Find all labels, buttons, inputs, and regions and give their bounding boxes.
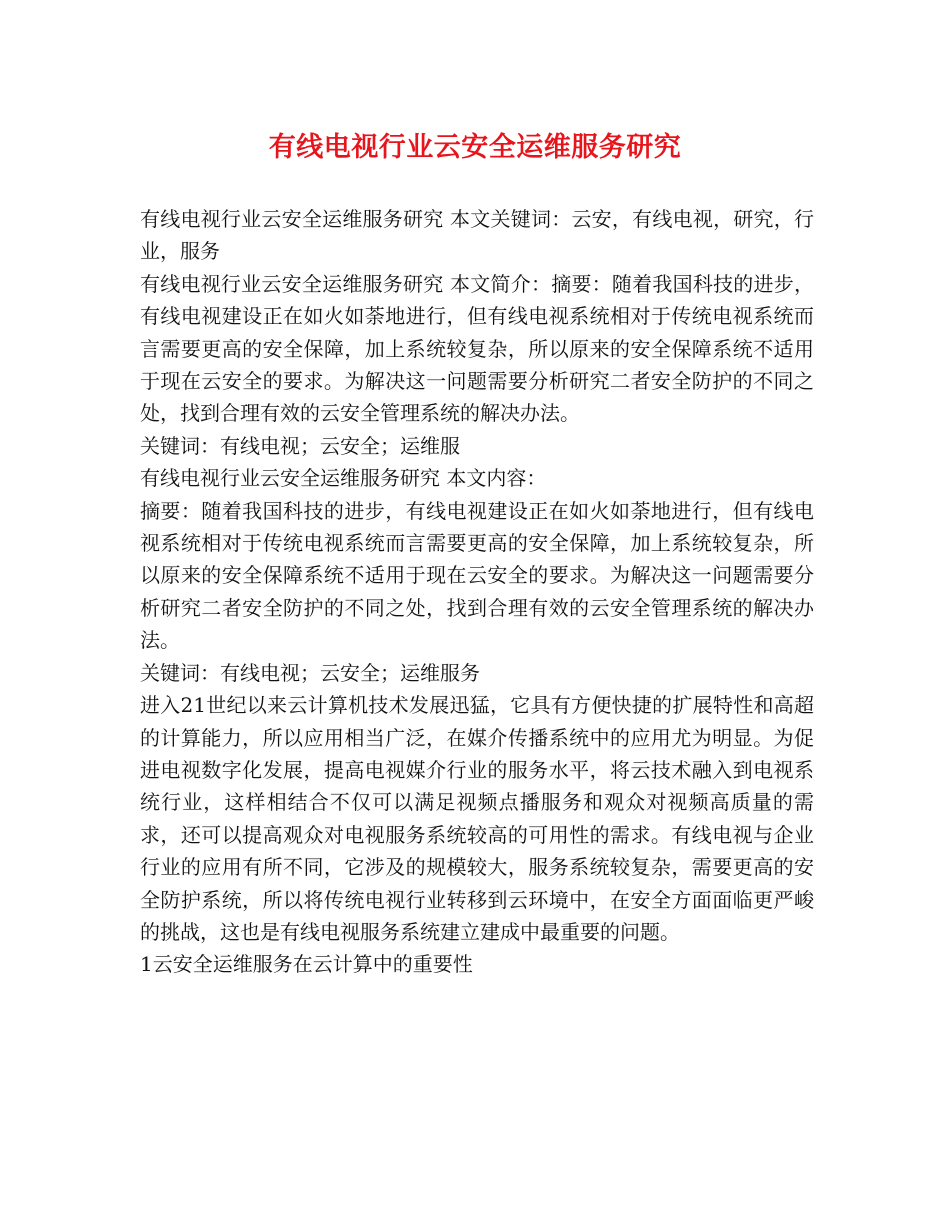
summary-paragraph: 有线电视行业云安全运维服务研究 本文简介：摘要：随着我国科技的进步，有线电视建设正在如火如荼地进行，但有线电视系统相对于传统电视系统而言需要更高的安全保障，加上系统较复杂，所以原来的安全保障系统不适用于现在云安全的要求。为解决这一问题需要分析研究二者安全防护的不同之处，找到合理有效的云安全管理系统的解决办法。	[140, 271, 814, 426]
keywords-short-line: 关键词：有线电视；云安全；运维服	[140, 433, 460, 458]
intro-paragraph: 进入21世纪以来云计算机技术发展迅猛，它具有方便快捷的扩展特性和高超的计算能力，所以应用相当广泛，在媒介传播系统中的应用尤为明显。为促进电视数字化发展，提高电视媒介行业的服务水平，将云技术融入到电视系统行业，这样相结合不仅可以满足视频点播服务和观众对视频高质量的需求，还可以提高观众对电视服务系统较高的可用性的需求。有线电视与企业行业的应用有所不同，它涉及的规模较大，服务系统较复杂，需要更高的安全防护系统，所以将传统电视行业转移到云环境中，在安全方面面临更严峻的挑战，这也是有线电视服务系统建立建成中最重要的问题。	[140, 693, 814, 944]
abstract-paragraph: 摘要：随着我国科技的进步，有线电视建设正在如火如荼地进行，但有线电视系统相对于传统电视系统而言需要更高的安全保障，加上系统较复杂，所以原来的安全保障系统不适用于现在云安全的要求。为解决这一问题需要分析研究二者安全防护的不同之处，找到合理有效的云安全管理系统的解决办法。	[140, 498, 814, 653]
keywords-full-line: 关键词：有线电视；云安全；运维服务	[140, 660, 480, 685]
document-body	[140, 203, 814, 981]
section-heading: 1云安全运维服务在云计算中的重要性	[140, 952, 473, 977]
document-title: 有线电视行业云安全运维服务研究	[268, 132, 682, 163]
keywords-line: 有线电视行业云安全运维服务研究 本文关键词：云安，有线电视，研究，行业，服务	[140, 207, 814, 264]
content-heading-line: 有线电视行业云安全运维服务研究 本文内容：	[140, 466, 547, 491]
